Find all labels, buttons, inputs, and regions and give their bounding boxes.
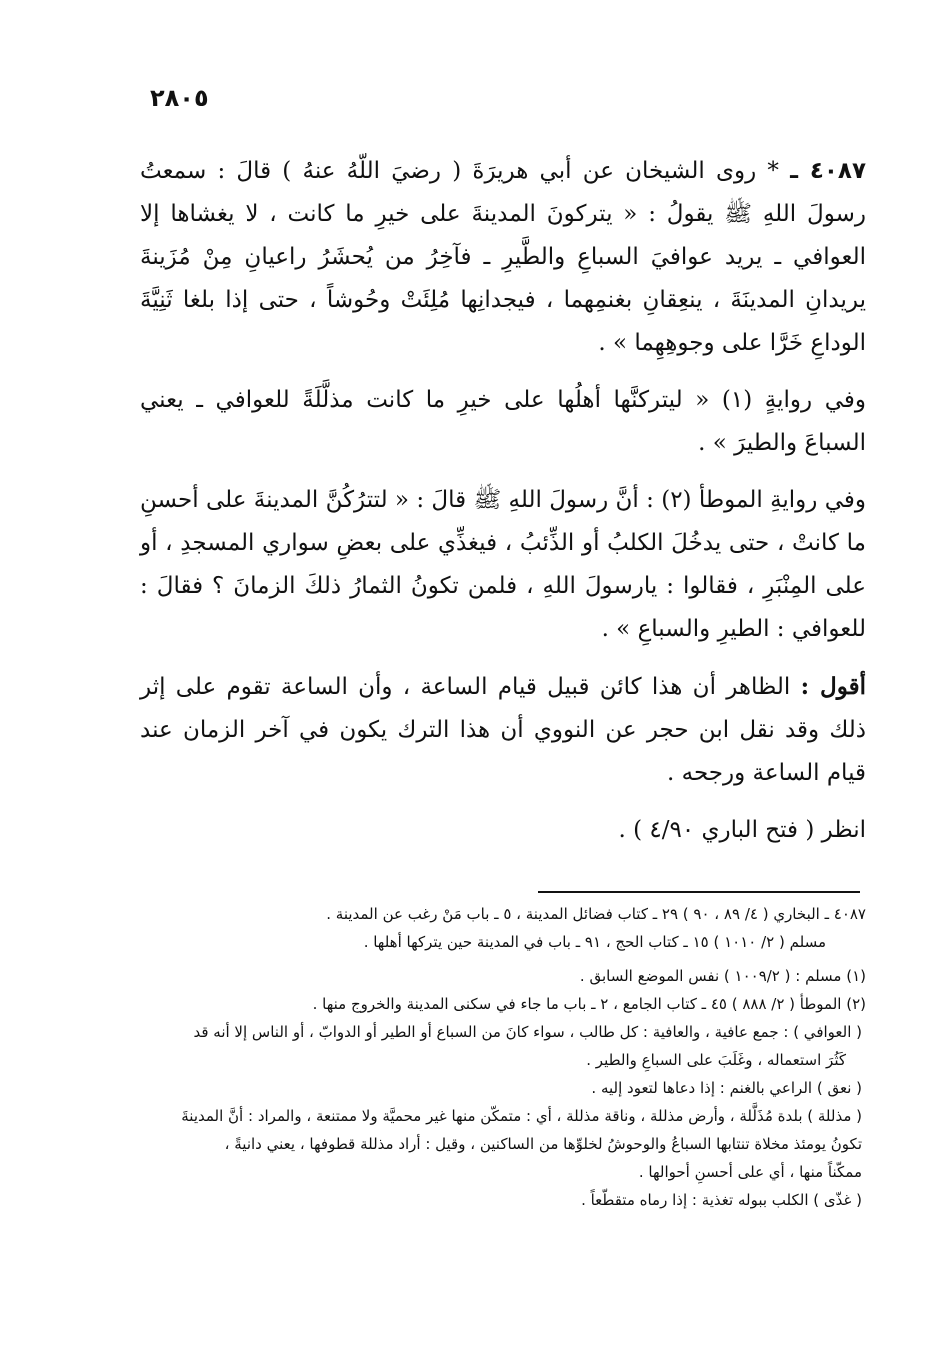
takhrij-bukhari: ٤٠٨٧ ـ البخاري ( ٤/ ٨٩ ، ٩٠ ) ٢٩ ـ كتاب فضائل المدينة ، ٥ ـ باب مَنْ رغب عن المدينة .	[326, 905, 866, 923]
gloss-mudhallala: ( مذللة ) بلدة مُذَلَّلة ، وأرض مذللة ، وناقة مذللة ، أي : متمكّن منها غير محميَّة ولا ممتنعة ، والمراد : أنَّ المدينةَ	[181, 1107, 862, 1125]
footnote-1: (١) مسلم : ( ١٠٠٩/٢ ) نفس الموضع السابق .	[579, 967, 866, 985]
takhrij-muslim: مسلم ( ٢/ ١٠١٠ ) ١٥ ـ كتاب الحج ، ٩١ ـ باب في المدينة حين يتركها أهلها .	[363, 933, 826, 951]
hadith-text: * روى الشيخان عن أبي هريرَةَ ( رضيَ اللّهُ عنهُ ) قالَ : سمعتُ رسولَ اللهِ ﷺ يقولُ : « يتركونَ المدينةَ على خيرِ ما كانت ، لا يغشاها إلا العوافي ـ يريد عوافيَ السباعِ والطَّيرِ ـ فآخِرُ من يُحشَرُ راعيانِ مِنْ مُزَينةَ يريدانِ المدينَةَ ، ينعِقانِ بغنمِهما ، فيجدانِها مُلِئَتْ وحُوشاً ، حتى إذا بلغا ثَنِيَّةَ الوداعِ خَرَّا على وجوهِهِما » .	[140, 158, 866, 356]
gloss-mudhallala-continued-2: ممكّناً منها ، أي على أحسنِ أحوالها .	[638, 1163, 862, 1181]
hadith-paragraph	[140, 150, 866, 365]
gloss-awafi: ( العوافي ) : جمع عافية ، والعافية : كل طالب ، سواء كانَ من السباع أو الطير أو الدوابّ ، أو الناس إلا أنه قد	[193, 1023, 862, 1041]
gloss-awafi-continued: كَثُرَ استعماله ، وغَلَبَ على السباعِ والطير .	[586, 1051, 846, 1069]
riwaya-muslim-paragraph: وفي روايةٍ (١) « ليتركنَّها أهلُها على خيرِ ما كانت مذلَّلَةً للعوافي ـ يعني السباعَ والطيرَ » .	[140, 387, 866, 456]
main-text	[140, 150, 866, 866]
hadith-number: ٤٠٨٧ ـ	[790, 158, 866, 184]
footnotes	[140, 900, 866, 1214]
footnote-divider	[538, 891, 860, 893]
page-number: ٢٨٠٥	[150, 84, 209, 112]
commentary-label: أقول :	[800, 673, 866, 700]
footnote-2: (٢) الموطأ ( ٢/ ٨٨٨ ) ٤٥ ـ كتاب الجامع ، ٢ ـ باب ما جاء في سكنى المدينة والخروج منها .	[312, 995, 866, 1013]
commentary-text: الظاهر أن هذا كائن قبيل قيام الساعة ، وأن الساعة تقوم على إثر ذلك وقد نقل ابن حجر عن النووي أن هذا الترك يكون في آخر الزمان عند قيام الساعة ورجحه .	[140, 674, 866, 786]
gloss-naaq: ( نعق ) الراعي بالغنم : إذا دعاها لتعود إليه .	[591, 1079, 862, 1097]
reference-line: انظر ( فتح الباري ٤/٩٠ ) .	[618, 817, 866, 843]
gloss-mudhallala-continued-1: تكونُ يومئذ مخلاة تنتابها السباعُ والوحوشُ لخلوِّها من الساكنين ، وقيل : أراد مذللة قطوفها ، يعني دانيةً ،	[224, 1135, 862, 1153]
commentary-paragraph	[140, 665, 866, 795]
riwaya-muwatta-paragraph: وفي روايةِ الموطأ (٢) : أنَّ رسولَ اللهِ ﷺ قالَ : « لتترُكُنَّ المدينةَ على أحسنِ ما كانتْ ، حتى يدخُلَ الكلبُ أو الذِّئبُ ، فيغذِّي على بعضِ سواري المسجدِ ، أو على المِنْبَرِ ، فقالوا : يارسولَ اللهِ ، فلمن تكونُ الثمارُ ذلكَ الزمانَ ؟ فقالَ : للعوافي : الطيرِ والسباعِ » .	[140, 487, 866, 642]
gloss-ghadha: ( غذّى ) الكلب ببوله تغذية : إذا رماه متقطّعاً .	[581, 1191, 862, 1209]
